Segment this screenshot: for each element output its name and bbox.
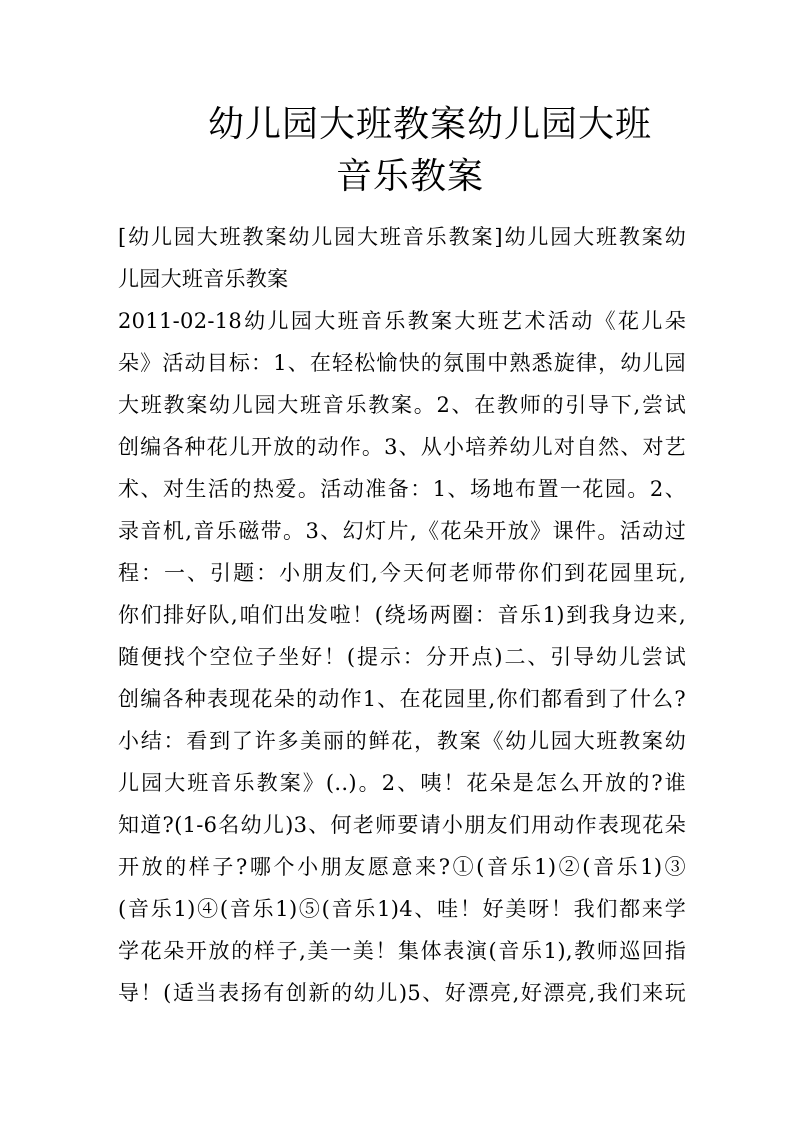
body-line: 开放的样子?哪个小朋友愿意来?①(音乐1)②(音乐1)③ (118, 855, 686, 879)
body-line: 随便找个空位子坐好！(提示：分开点)二、引导幼儿尝试 (118, 645, 686, 669)
document-title-line-2: 音乐教案 (335, 156, 484, 197)
document-body (118, 216, 686, 1014)
body-line: 你们排好队,咱们出发啦！(绕场两圈：音乐1)到我身边来, (118, 603, 686, 627)
body-line: 录音机,音乐磁带。3、幻灯片,《花朵开放》课件。活动过 (118, 519, 686, 543)
body-line: 儿园大班音乐教案》(..)。2、咦！花朵是怎么开放的?谁 (118, 771, 686, 795)
body-line: 2011-02-18幼儿园大班音乐教案大班艺术活动《花儿朵 (118, 309, 686, 333)
body-line: 朵》活动目标：1、在轻松愉快的氛围中熟悉旋律，幼儿园 (118, 351, 686, 375)
body-line: [幼儿园大班教案幼儿园大班音乐教案]幼儿园大班教案幼 (118, 225, 686, 249)
body-line: 知道?(1-6名幼儿)3、何老师要请小朋友们用动作表现花朵 (118, 813, 686, 837)
body-line: 创编各种花儿开放的动作。3、从小培养幼儿对自然、对艺 (118, 435, 686, 459)
body-line: 儿园大班音乐教案 (118, 267, 289, 291)
body-line: 创编各种表现花朵的动作1、在花园里,你们都看到了什么? (118, 687, 686, 711)
body-line: 大班教案幼儿园大班音乐教案。2、在教师的引导下,尝试 (118, 393, 686, 417)
body-line: (音乐1)④(音乐1)⑤(音乐1)4、哇！好美呀！我们都来学 (118, 897, 686, 921)
body-line: 小结：看到了许多美丽的鲜花，教案《幼儿园大班教案幼 (118, 729, 686, 753)
body-line: 学花朵开放的样子,美一美！集体表演(音乐1),教师巡回指 (118, 939, 686, 963)
body-line: 术、对生活的热爱。活动准备：1、场地布置一花园。2、 (118, 477, 686, 501)
document-title-line-1: 幼儿园大班教案幼儿园大班 (207, 104, 652, 145)
body-line: 程：一、引题：小朋友们,今天何老师带你们到花园里玩, (118, 561, 686, 585)
body-line: 导！(适当表扬有创新的幼儿)5、好漂亮,好漂亮,我们来玩 (118, 981, 686, 1005)
